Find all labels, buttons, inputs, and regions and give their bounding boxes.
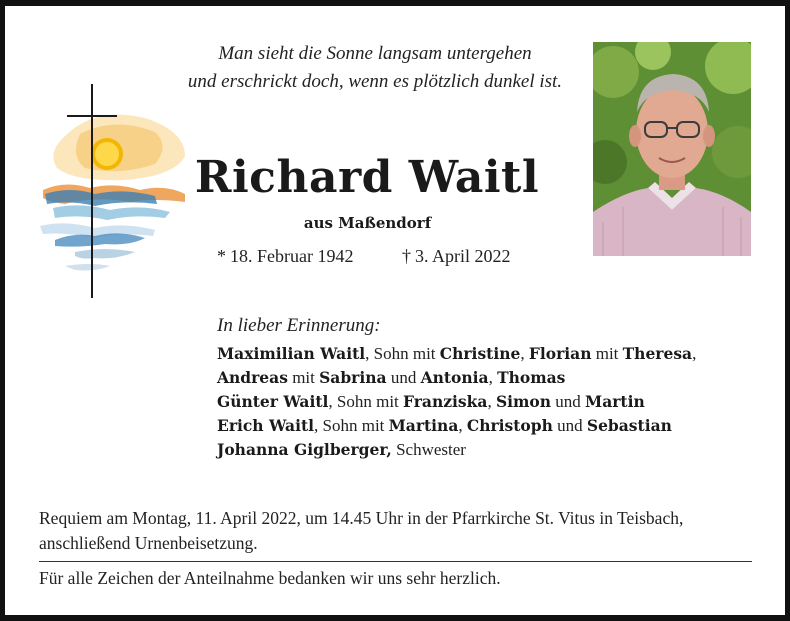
portrait-photo bbox=[593, 42, 751, 256]
thanks-line: Für alle Zeichen der Anteilnahme bedanken wir uns sehr herzlich. bbox=[39, 568, 501, 588]
verse-line-1: Man sieht die Sonne langsam untergehen bbox=[218, 43, 532, 64]
birth-date: 18. Februar 1942 bbox=[230, 246, 354, 266]
mourner-row bbox=[217, 414, 737, 438]
birth-symbol: * bbox=[217, 246, 226, 266]
mourner-relation: mit bbox=[287, 368, 320, 387]
mourner-name: Sabrina bbox=[319, 368, 387, 387]
mourner-row bbox=[217, 438, 737, 462]
mourner-name: Johanna Giglberger, bbox=[217, 440, 392, 459]
mourner-relation: , bbox=[458, 416, 467, 435]
mourner-name: Sebastian bbox=[586, 416, 672, 435]
memory-block bbox=[217, 310, 737, 462]
death-symbol: † bbox=[401, 246, 411, 266]
life-dates bbox=[217, 246, 511, 267]
requiem-line-1: Requiem am Montag, 11. April 2022, um 14.45 Uhr in der Pfarrkirche St. Vitus in Teisbach, bbox=[39, 508, 684, 528]
mourner-relation: Schwester bbox=[391, 440, 466, 459]
mourners-list bbox=[217, 342, 737, 462]
mourner-relation: und bbox=[386, 368, 421, 387]
mourner-relation: , bbox=[692, 344, 697, 363]
mourner-relation: , Sohn mit bbox=[314, 416, 389, 435]
verse bbox=[155, 40, 595, 96]
deceased-name: Richard Waitl bbox=[194, 152, 540, 203]
divider bbox=[39, 561, 752, 562]
mourner-relation: , Sohn mit bbox=[365, 344, 440, 363]
mourner-name: Thomas bbox=[497, 368, 566, 387]
mourner-relation: und bbox=[551, 392, 586, 411]
mourner-name: Günter Waitl bbox=[217, 392, 329, 411]
mourner-row bbox=[217, 366, 737, 390]
mourner-name: Franziska bbox=[403, 392, 488, 411]
mourner-relation: mit bbox=[591, 344, 623, 363]
death-date: 3. April 2022 bbox=[414, 246, 511, 266]
mourner-relation: , bbox=[520, 344, 529, 363]
mourner-name: Maximilian Waitl bbox=[217, 344, 366, 363]
cross-sunset-icon bbox=[35, 76, 195, 304]
memory-intro: In lieber Erinnerung: bbox=[217, 315, 381, 336]
mourner-name: Martin bbox=[585, 392, 645, 411]
mourner-name: Martina bbox=[388, 416, 459, 435]
mourner-row bbox=[217, 390, 737, 414]
requiem-line-2: anschließend Urnenbeisetzung. bbox=[39, 533, 258, 553]
mourner-relation: , bbox=[488, 368, 498, 387]
mourner-name: Theresa bbox=[622, 344, 693, 363]
verse-line-2: und erschrickt doch, wenn es plötzlich dunkel ist. bbox=[187, 71, 563, 92]
requiem-notice bbox=[39, 506, 759, 556]
mourner-relation: , bbox=[487, 392, 496, 411]
mourner-name: Christine bbox=[439, 344, 521, 363]
mourner-name: Simon bbox=[495, 392, 552, 411]
mourner-relation: und bbox=[552, 416, 587, 435]
mourner-name: Andreas bbox=[217, 368, 288, 387]
mourner-row bbox=[217, 342, 737, 366]
mourner-name: Florian bbox=[528, 344, 592, 363]
mourner-name: Antonia bbox=[420, 368, 489, 387]
mourner-relation: , Sohn mit bbox=[328, 392, 404, 411]
deceased-origin: aus Maßendorf bbox=[303, 214, 432, 232]
mourner-name: Erich Waitl bbox=[217, 416, 315, 435]
mourner-name: Christoph bbox=[466, 416, 553, 435]
